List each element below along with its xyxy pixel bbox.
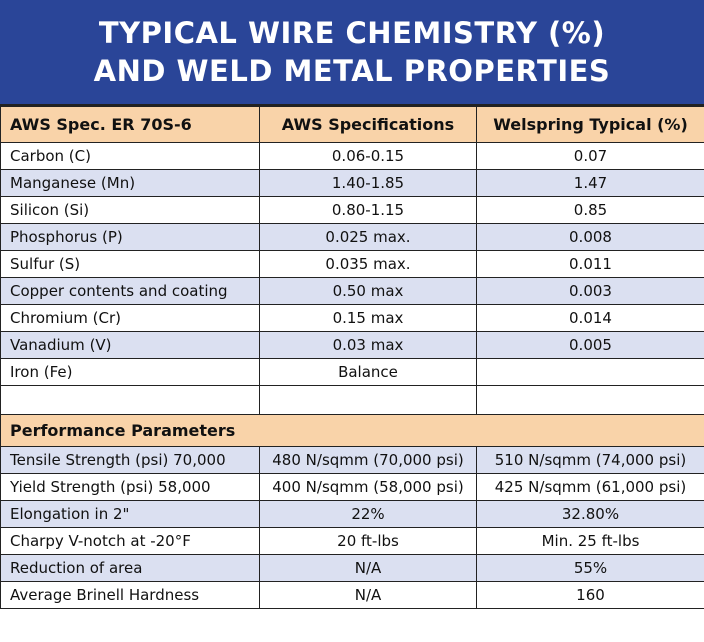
row-typical: Min. 25 ft-lbs (477, 528, 704, 555)
row-name: Reduction of area (1, 555, 260, 582)
row-typical: 0.85 (477, 197, 704, 224)
row-spec: 20 ft-lbs (260, 528, 477, 555)
row-typical (477, 359, 704, 386)
properties-table (0, 106, 704, 609)
row-typical: 0.003 (477, 278, 704, 305)
row-spec: 1.40-1.85 (260, 170, 477, 197)
table-row (1, 278, 704, 305)
row-spec: 0.06-0.15 (260, 143, 477, 170)
row-typical: 0.014 (477, 305, 704, 332)
row-spec: 0.50 max (260, 278, 477, 305)
performance-header-row (1, 415, 704, 447)
table-row (1, 582, 704, 609)
row-typical: 0.008 (477, 224, 704, 251)
row-typical: 55% (477, 555, 704, 582)
table-row (1, 555, 704, 582)
row-typical: 160 (477, 582, 704, 609)
row-typical: 1.47 (477, 170, 704, 197)
header-aws-specifications: AWS Specifications (260, 107, 477, 143)
table-row (1, 528, 704, 555)
row-name: Silicon (Si) (1, 197, 260, 224)
row-name: Phosphorus (P) (1, 224, 260, 251)
table-row (1, 305, 704, 332)
table-row (1, 474, 704, 501)
row-spec: N/A (260, 582, 477, 609)
row-spec: 480 N/sqmm (70,000 psi) (260, 447, 477, 474)
row-spec: 0.03 max (260, 332, 477, 359)
blank-cell (1, 386, 260, 415)
row-spec: 400 N/sqmm (58,000 psi) (260, 474, 477, 501)
header-welspring-typical: Welspring Typical (%) (477, 107, 704, 143)
row-typical: 0.011 (477, 251, 704, 278)
row-spec: 0.025 max. (260, 224, 477, 251)
table-row (1, 224, 704, 251)
page-title (0, 0, 704, 106)
row-name: Yield Strength (psi) 58,000 (1, 474, 260, 501)
table-row (1, 501, 704, 528)
blank-cell (477, 386, 704, 415)
blank-row (1, 386, 704, 415)
row-name: Carbon (C) (1, 143, 260, 170)
table-row (1, 332, 704, 359)
row-name: Tensile Strength (psi) 70,000 (1, 447, 260, 474)
row-name: Manganese (Mn) (1, 170, 260, 197)
row-name: Copper contents and coating (1, 278, 260, 305)
blank-cell (260, 386, 477, 415)
row-name: Sulfur (S) (1, 251, 260, 278)
row-spec: N/A (260, 555, 477, 582)
header-spec-label: AWS Spec. ER 70S-6 (1, 107, 260, 143)
table-row (1, 359, 704, 386)
table-row (1, 447, 704, 474)
row-typical: 0.005 (477, 332, 704, 359)
row-typical: 425 N/sqmm (61,000 psi) (477, 474, 704, 501)
row-spec: 0.035 max. (260, 251, 477, 278)
row-name: Chromium (Cr) (1, 305, 260, 332)
row-name: Average Brinell Hardness (1, 582, 260, 609)
row-typical: 0.07 (477, 143, 704, 170)
row-name: Elongation in 2" (1, 501, 260, 528)
performance-parameters-heading: Performance Parameters (1, 415, 704, 447)
row-spec: Balance (260, 359, 477, 386)
title-line-2: AND WELD METAL PROPERTIES (93, 54, 611, 88)
table-row (1, 143, 704, 170)
row-spec: 0.80-1.15 (260, 197, 477, 224)
row-name: Vanadium (V) (1, 332, 260, 359)
table-row (1, 197, 704, 224)
row-typical: 32.80% (477, 501, 704, 528)
row-typical: 510 N/sqmm (74,000 psi) (477, 447, 704, 474)
title-line-1: TYPICAL WIRE CHEMISTRY (%) (98, 16, 606, 50)
table-row (1, 170, 704, 197)
chemistry-header-row (1, 107, 704, 143)
row-name: Charpy V-notch at -20°F (1, 528, 260, 555)
table-row (1, 251, 704, 278)
row-name: Iron (Fe) (1, 359, 260, 386)
row-spec: 22% (260, 501, 477, 528)
row-spec: 0.15 max (260, 305, 477, 332)
